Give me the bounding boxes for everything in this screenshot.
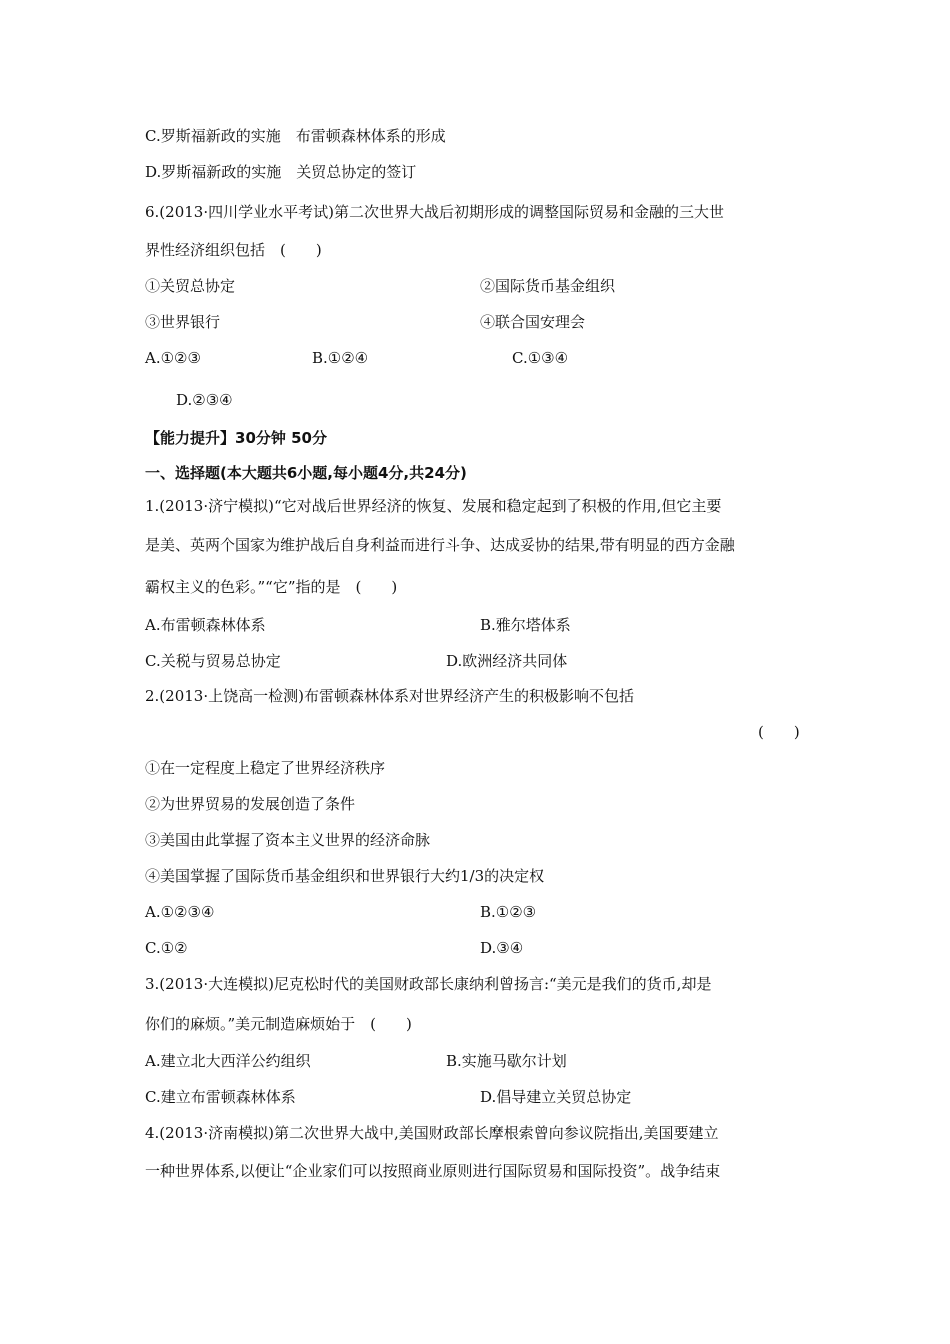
- q6-item-1: ①关贸总协定: [145, 277, 236, 295]
- q1-option-d: D.欧洲经济共同体: [446, 652, 568, 670]
- question-1-line-1: 1.(2013·济宁模拟)“它对战后世界经济的恢复、发展和稳定起到了积极的作用,但它主要: [145, 497, 722, 515]
- q2-item-2: ②为世界贸易的发展创造了条件: [145, 795, 356, 813]
- question-3-line-1: 3.(2013·大连模拟)尼克松时代的美国财政部长康纳利曾扬言:“美元是我们的货币,却是: [145, 975, 712, 993]
- question-4-line-1: 4.(2013·济南模拟)第二次世界大战中,美国财政部长摩根索曾向参议院指出,美国要建立: [145, 1124, 719, 1142]
- q2-item-4: ④美国掌握了国际货币基金组织和世界银行大约1/3的决定权: [145, 867, 545, 885]
- q6-item-2: ②国际货币基金组织: [480, 277, 616, 295]
- question-6-line-1: 6.(2013·四川学业水平考试)第二次世界大战后初期形成的调整国际贸易和金融的三大世: [145, 203, 724, 221]
- subsection-heading: 一、选择题(本大题共6小题,每小题4分,共24分): [145, 464, 467, 482]
- q3-option-c: C.建立布雷顿森林体系: [145, 1088, 296, 1106]
- question-1-line-2: 是美、英两个国家为维护战后自身利益而进行斗争、达成妥协的结果,带有明显的西方金融: [145, 536, 735, 554]
- question-2-answer-blank: ( ): [758, 723, 800, 741]
- section-heading: 【能力提升】30分钟 50分: [145, 429, 327, 447]
- q6-option-d: D.②③④: [176, 391, 233, 409]
- q6-option-a: A.①②③: [145, 349, 201, 367]
- q3-option-a: A.建立北大西洋公约组织: [145, 1052, 311, 1070]
- q2-option-d: D.③④: [480, 939, 524, 957]
- q2-item-1: ①在一定程度上稳定了世界经济秩序: [145, 759, 386, 777]
- q2-item-3: ③美国由此掌握了资本主义世界的经济命脉: [145, 831, 431, 849]
- question-4-line-2: 一种世界体系,以便让“企业家们可以按照商业原则进行国际贸易和国际投资”。战争结束: [145, 1162, 721, 1180]
- q3-option-d: D.倡导建立关贸总协定: [480, 1088, 632, 1106]
- question-2-line-1: 2.(2013·上饶高一检测)布雷顿森林体系对世界经济产生的积极影响不包括: [145, 687, 634, 705]
- q3-option-b: B.实施马歇尔计划: [446, 1052, 567, 1070]
- q6-item-3: ③世界银行: [145, 313, 221, 331]
- q1-option-b: B.雅尔塔体系: [480, 616, 571, 634]
- option-c-q5: C.罗斯福新政的实施 布雷顿森林体系的形成: [145, 127, 446, 145]
- option-d-q5: D.罗斯福新政的实施 关贸总协定的签订: [145, 163, 417, 181]
- q1-option-a: A.布雷顿森林体系: [145, 616, 266, 634]
- question-1-line-3: 霸权主义的色彩。”“它”指的是 ( ): [145, 578, 398, 596]
- q1-option-c: C.关税与贸易总协定: [145, 652, 281, 670]
- q2-option-a: A.①②③④: [145, 903, 215, 921]
- q6-option-c: C.①③④: [512, 349, 569, 367]
- question-3-line-2: 你们的麻烦。”美元制造麻烦始于 ( ): [145, 1015, 412, 1033]
- question-6-line-2: 界性经济组织包括 ( ): [145, 241, 322, 259]
- q6-option-b: B.①②④: [312, 349, 369, 367]
- q2-option-b: B.①②③: [480, 903, 537, 921]
- q2-option-c: C.①②: [145, 939, 188, 957]
- q6-item-4: ④联合国安理会: [480, 313, 586, 331]
